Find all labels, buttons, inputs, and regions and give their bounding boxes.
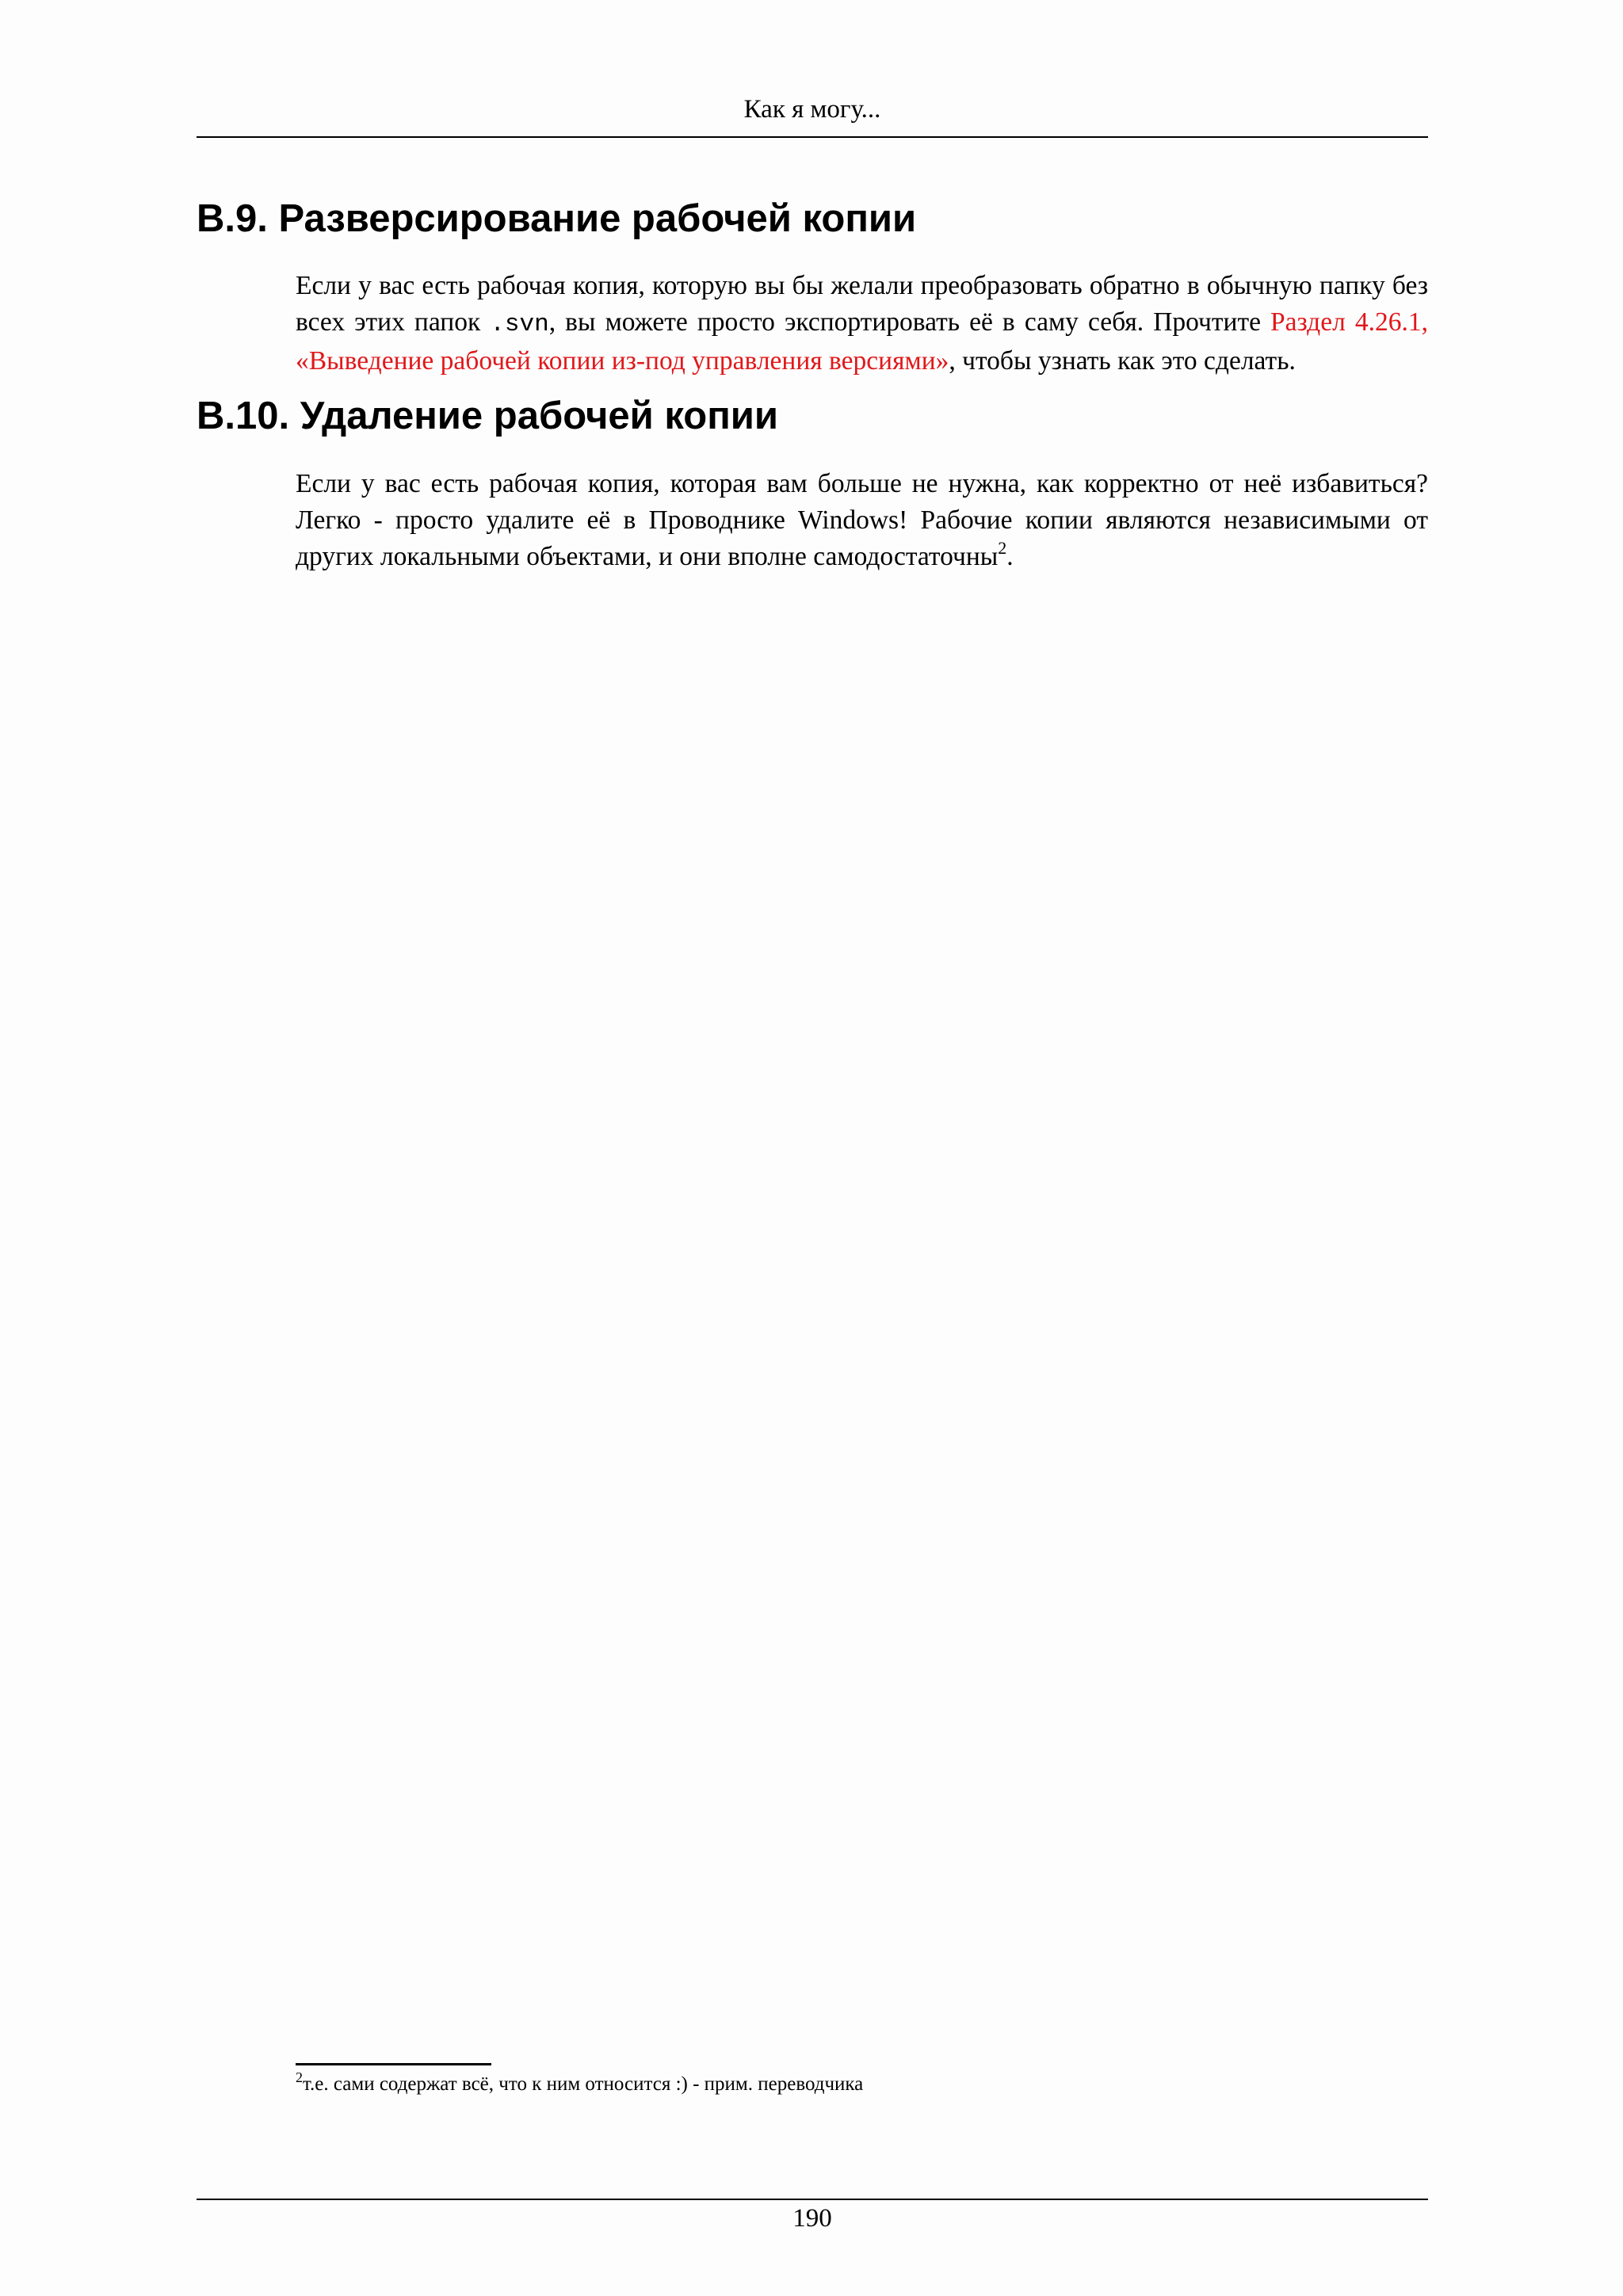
- paragraph-text: , вы можете просто экспортировать её в саму себя. Прочтите: [548, 307, 1271, 337]
- footnote-rule: [296, 2063, 491, 2065]
- section-title-b10: B.10. Удаление рабочей копии: [197, 395, 779, 437]
- footnote-ref[interactable]: 2: [998, 538, 1007, 558]
- footer-rule: [197, 2199, 1428, 2200]
- code-svn: .svn: [490, 311, 549, 338]
- paragraph-text: , чтобы узнать как это сделать.: [949, 346, 1296, 376]
- paragraph-text: Если у вас есть рабочая копия, которая вам больше не нужна, как корректно от неё избавиться? Легко - просто удалите её в Проводнике Windows! Рабочие копии являются независимыми от других локальными объектами, и они вполне самодостаточны: [296, 469, 1428, 571]
- section-title-b9: B.9. Разверсирование рабочей копии: [197, 197, 917, 240]
- footnote: [296, 2071, 863, 2098]
- running-header: Как я могу...: [743, 95, 881, 124]
- section-b10-paragraph: [296, 466, 1428, 575]
- paragraph-text: .: [1006, 542, 1014, 571]
- section-link[interactable]: Раздел 4.26.1, «Выведение рабочей копии из-под управления версиями»: [296, 307, 1428, 376]
- page-number: 190: [792, 2204, 832, 2233]
- footnote-marker: 2: [296, 2069, 303, 2085]
- section-b9-paragraph: [296, 268, 1428, 379]
- footnote-text: т.е. сами содержат всё, что к ним относится :) - прим. переводчика: [303, 2073, 864, 2095]
- header-rule: [197, 136, 1428, 138]
- paragraph-text: Если у вас есть рабочая копия, которую вы бы желали преобразовать обратно в обычную папку без всех этих папок: [296, 271, 1428, 337]
